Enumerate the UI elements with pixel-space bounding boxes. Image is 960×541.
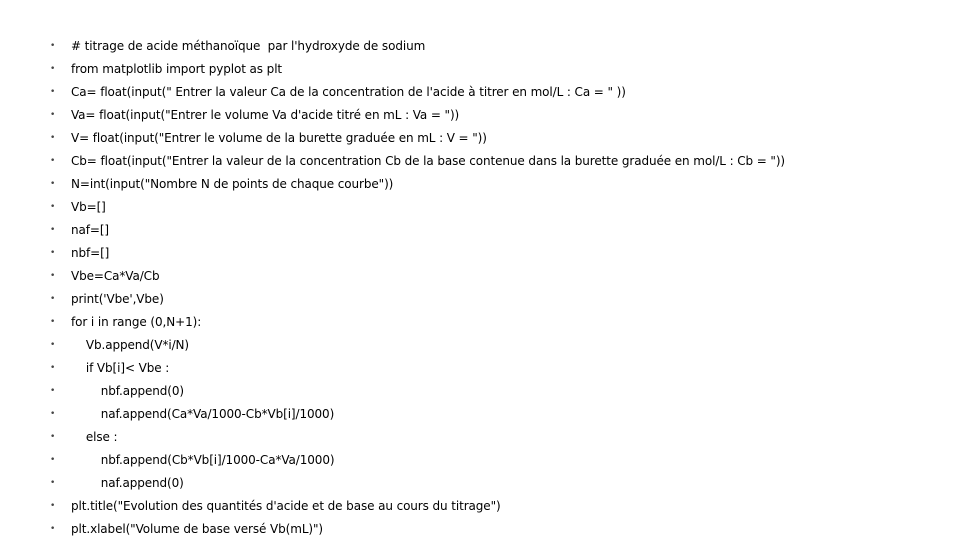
bullet-icon: • [50, 179, 56, 189]
code-line [0, 35, 960, 58]
bullet-icon: • [50, 248, 56, 258]
bullet-icon: • [50, 271, 56, 281]
code-line-text: Vb=[] [71, 200, 106, 214]
code-line [0, 449, 960, 472]
bullet-icon: • [50, 455, 56, 465]
bullet-icon: • [50, 202, 56, 212]
code-line [0, 311, 960, 334]
code-line [0, 219, 960, 242]
code-line [0, 104, 960, 127]
bullet-icon: • [50, 524, 56, 534]
code-line [0, 495, 960, 518]
bullet-icon: • [50, 156, 56, 166]
bullet-icon: • [50, 501, 56, 511]
code-line [0, 242, 960, 265]
code-line-text: Vb.append(V*i/N) [71, 338, 190, 352]
bullet-icon: • [50, 386, 56, 396]
code-line-text: else : [71, 430, 118, 444]
code-line-text: naf.append(0) [71, 476, 184, 490]
code-line-text: nbf.append(Cb*Vb[i]/1000-Ca*Va/1000) [71, 453, 335, 467]
code-line [0, 196, 960, 219]
bullet-icon: • [50, 294, 56, 304]
bullet-icon: • [50, 225, 56, 235]
bullet-icon: • [50, 41, 56, 51]
code-line-text: print('Vbe',Vbe) [71, 292, 164, 306]
code-line [0, 334, 960, 357]
code-line [0, 173, 960, 196]
code-line [0, 81, 960, 104]
bullet-icon: • [50, 478, 56, 488]
bullet-icon: • [50, 363, 56, 373]
code-line [0, 127, 960, 150]
code-line-text: Vbe=Ca*Va/Cb [71, 269, 160, 283]
code-listing [0, 35, 960, 541]
code-line [0, 265, 960, 288]
code-line-text: Va= float(input("Entrer le volume Va d'acide titré en mL : Va = ")) [71, 108, 460, 122]
bullet-icon: • [50, 110, 56, 120]
code-line [0, 518, 960, 541]
code-line-text: Cb= float(input("Entrer la valeur de la concentration Cb de la base contenue dans la burette graduée en mol/L : Cb = ")) [71, 154, 785, 168]
code-line [0, 472, 960, 495]
bullet-icon: • [50, 64, 56, 74]
code-line-text: N=int(input("Nombre N de points de chaque courbe")) [71, 177, 394, 191]
code-line-text: if Vb[i]< Vbe : [71, 361, 170, 375]
bullet-icon: • [50, 432, 56, 442]
code-line [0, 357, 960, 380]
code-line-text: # titrage de acide méthanoïque par l'hydroxyde de sodium [71, 39, 426, 53]
code-line [0, 403, 960, 426]
code-line-text: nbf=[] [71, 246, 110, 260]
code-line-text: V= float(input("Entrer le volume de la burette graduée en mL : V = ")) [71, 131, 487, 145]
bullet-icon: • [50, 133, 56, 143]
code-line-text: naf.append(Ca*Va/1000-Cb*Vb[i]/1000) [71, 407, 335, 421]
bullet-icon: • [50, 317, 56, 327]
code-line [0, 150, 960, 173]
code-line-text: Ca= float(input(" Entrer la valeur Ca de la concentration de l'acide à titrer en mol/L : Ca = " )) [71, 85, 626, 99]
bullet-icon: • [50, 87, 56, 97]
bullet-icon: • [50, 409, 56, 419]
code-line [0, 426, 960, 449]
code-line-text: nbf.append(0) [71, 384, 184, 398]
code-line-text: naf=[] [71, 223, 110, 237]
code-line [0, 380, 960, 403]
code-line-text: from matplotlib import pyplot as plt [71, 62, 283, 76]
code-line-text: plt.title("Evolution des quantités d'acide et de base au cours du titrage") [71, 499, 501, 513]
bullet-icon: • [50, 340, 56, 350]
code-line [0, 288, 960, 311]
code-line-text: plt.xlabel("Volume de base versé Vb(mL)") [71, 522, 324, 536]
code-line-text: for i in range (0,N+1): [71, 315, 202, 329]
code-line [0, 58, 960, 81]
